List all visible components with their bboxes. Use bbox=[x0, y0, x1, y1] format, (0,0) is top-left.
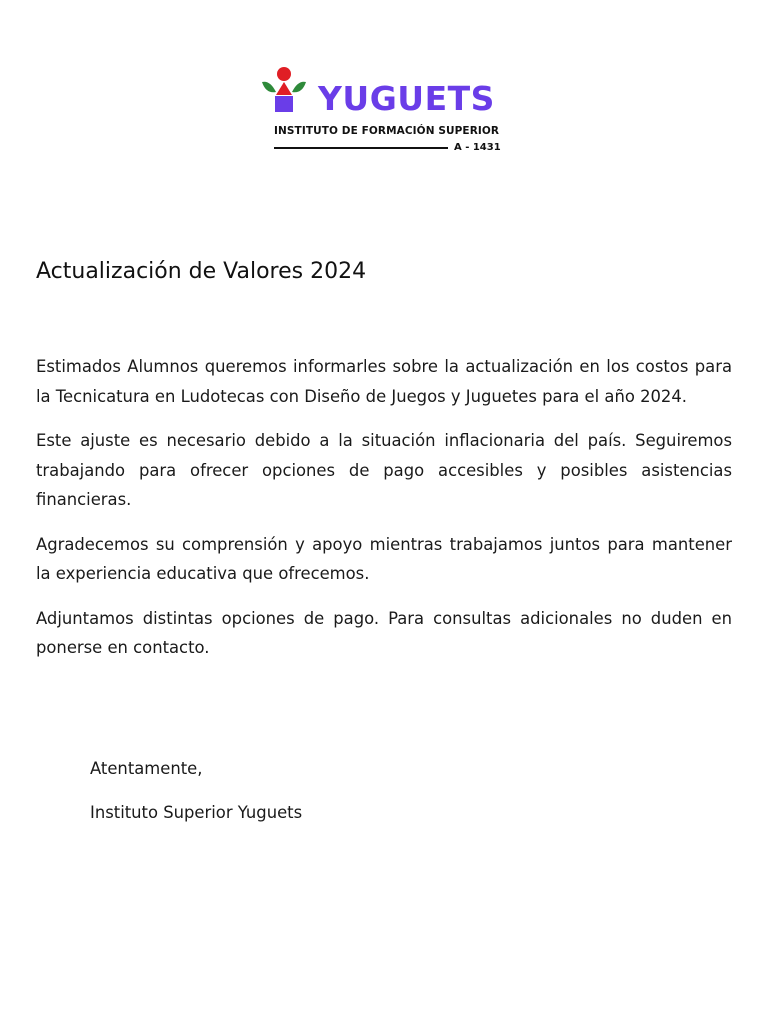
brand-tagline: INSTITUTO DE FORMACIÓN SUPERIOR bbox=[274, 125, 500, 137]
letter-body bbox=[36, 352, 732, 678]
salutation: Atentamente, bbox=[90, 759, 203, 778]
institute-logo bbox=[256, 62, 516, 158]
brand-name: YUGUETS bbox=[318, 79, 495, 118]
letter-closing bbox=[90, 754, 302, 842]
institute-code: A - 1431 bbox=[454, 142, 501, 153]
logo-divider bbox=[274, 147, 448, 149]
document-title: Actualización de Valores 2024 bbox=[36, 259, 367, 284]
paragraph: Este ajuste es necesario debido a la situación inflacionaria del país. Seguiremos trabajando para ofrecer opciones de pago accesibles y posibles asistencias financieras. bbox=[36, 431, 732, 509]
signature: Instituto Superior Yuguets bbox=[90, 803, 303, 822]
paragraph: Adjuntamos distintas opciones de pago. Para consultas adicionales no duden en ponerse en contacto. bbox=[36, 608, 732, 657]
toy-figure-icon bbox=[256, 62, 312, 118]
paragraph: Estimados Alumnos queremos informarles sobre la actualización en los costos para la Tecnicatura en Ludotecas con Diseño de Juegos y Juguetes para el año 2024. bbox=[36, 357, 732, 406]
paragraph: Agradecemos su comprensión y apoyo mientras trabajamos juntos para mantener la experiencia educativa que ofrecemos. bbox=[36, 534, 732, 583]
